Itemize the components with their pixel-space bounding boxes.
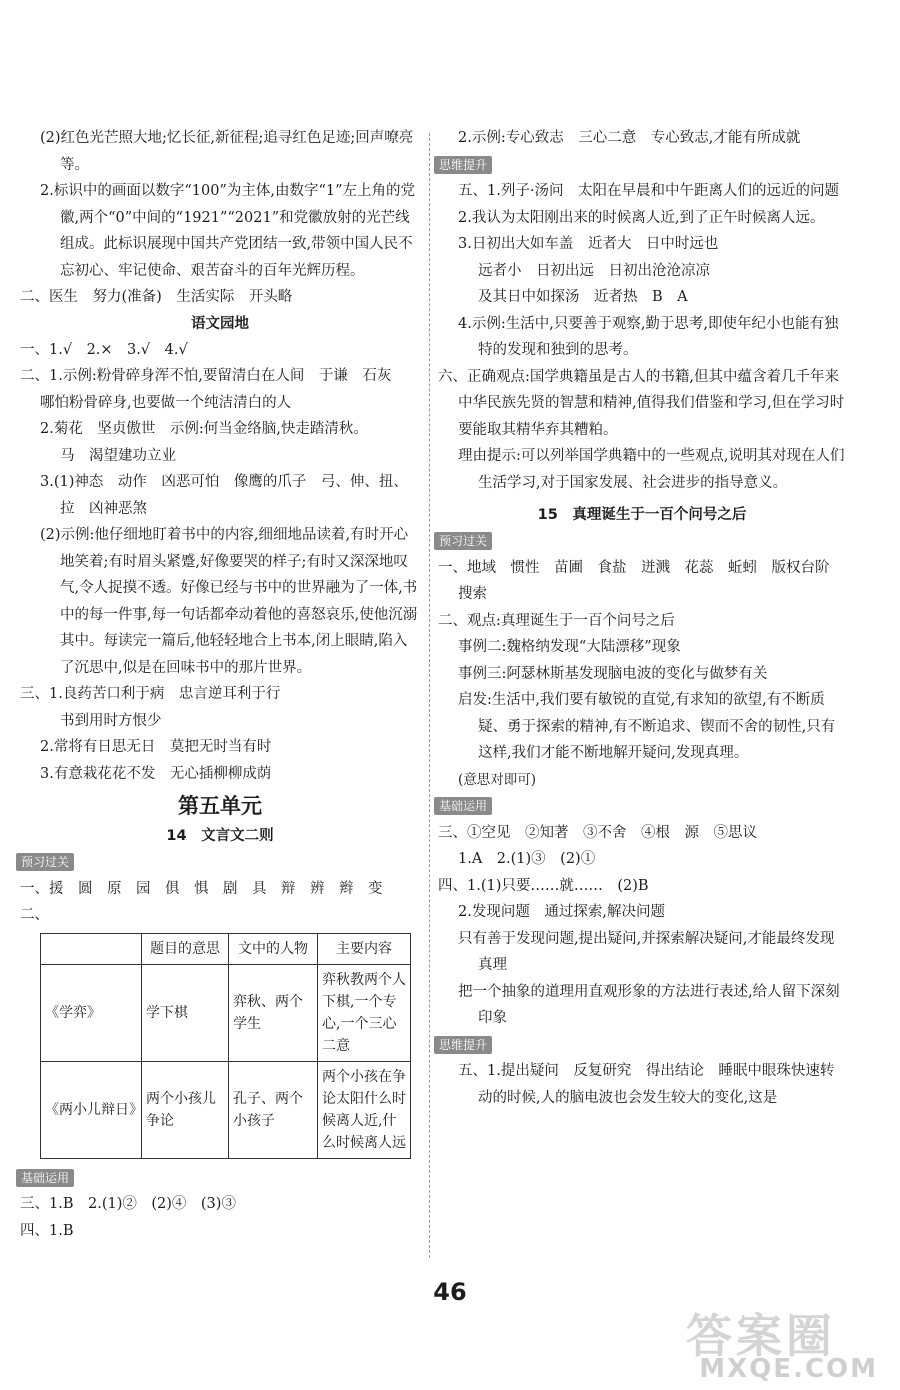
answer-line: 三、1.良药苦口利于病 忠言逆耳利于行: [20, 686, 281, 702]
table-header-cell: [41, 933, 142, 964]
answer-line: 4.示例:生活中,只要善于观察,勤于思考,即使年纪小也能有独特的发现和独到的思考。: [458, 315, 839, 358]
answer-line: 二、观点:真理诞生于一百个问号之后: [438, 612, 675, 629]
table-header-cell: 题目的意思: [142, 933, 229, 964]
answer-line: 3.(1)神态 动作 凶恶可怕 像鹰的爪子 弓、伸、扭、拉 凶神恶煞: [40, 474, 408, 517]
answer-line: 书到用时方恨少: [60, 712, 162, 729]
answer-line: 事例二:魏格纳发现“大陆漂移”现象: [458, 639, 681, 655]
lesson-title: 15 真理诞生于一百个问号之后: [537, 507, 747, 523]
answer-line: 六、正确观点:国学典籍虽是古人的书籍,但其中蕴含着几千年来中华民族先贤的智慧和精神,值得我们借鉴和学习,但在学习时要能取其精华弃其糟粕。: [438, 368, 845, 438]
section-tag-basic: 基础运用: [16, 1169, 74, 1187]
answer-line: 2.我认为太阳刚出来的时候离人近,到了正午时候离人远。: [458, 209, 825, 226]
table-cell: 孔子、两个小孩子: [229, 1061, 318, 1158]
right-column: [438, 125, 846, 1111]
table-cell: 《两小儿辩日》: [41, 1061, 142, 1158]
answer-line: 一、援 圆 原 园 俱 惧 剧 具 辩 辨 辫 变: [20, 880, 383, 897]
answer-line: 把一个抽象的道理用直观形象的方法进行表述,给人留下深刻印象: [458, 983, 840, 1026]
answer-line: 马 渴望建功立业: [60, 447, 176, 464]
answer-line: 一、地域 惯性 苗圃 食盐 迸溅 花蕊 蚯蚓 版权台阶 搜索: [438, 559, 844, 602]
answer-line: 事例三:阿瑟林斯基发现脑电波的变化与做梦有关: [458, 665, 768, 682]
answer-line: 2.示例:专心致志 三心二意 专心致志,才能有所成就: [458, 130, 801, 146]
table-row: [41, 964, 411, 1061]
answer-line: 2.发现问题 通过探索,解决问题: [458, 904, 665, 920]
answer-line: 五、1.列子·汤问 太阳在早晨和中午距离人们的远近的问题: [458, 183, 839, 199]
answer-line: (2)示例:他仔细地盯着书中的内容,细细地品读着,有时开心地笑着;有时眉头紧蹙,好像要哭的样子;有时又深深地叹气,令人捉摸不透。好像已经与书中的世界融为了一体,书中的每一件事,每一句话都牵动着他的喜怒哀乐,使他沉溺其中。每读完一篇后,他轻轻地合上书本,闭上眼睛,陷入了沉思中,似是在回味书中的那片世界。: [40, 527, 418, 676]
answer-line: 五、1.提出疑问 反复研究 得出结论 睡眠中眼珠快速转动的时候,人的脑电波也会发生较大的变化,这是: [458, 1063, 835, 1106]
answer-line: 3.日初出大如车盖 近者大 日中时远也: [458, 236, 719, 252]
table-cell: 弈秋教两个人下棋,一个专心,一个三心二意: [318, 964, 411, 1061]
answer-line: 四、1.(1)只要……就…… (2)B: [438, 877, 649, 894]
column-divider: [429, 133, 430, 1258]
answer-line: 二、: [20, 907, 49, 923]
table-cell: 《学弈》: [41, 964, 142, 1061]
answer-line: 及其日中如探汤 近者热 B A: [478, 289, 688, 305]
answer-line: 三、①空见 ②知著 ③不舍 ④根 源 ⑤思议: [438, 824, 757, 841]
answer-line: 3.有意栽花花不发 无心插柳柳成荫: [40, 765, 272, 782]
answer-line: 1.A 2.(1)③ (2)①: [458, 851, 596, 867]
answer-line: 2.菊花 坚贞傲世 示例:何当金络脑,快走踏清秋。: [40, 421, 368, 437]
watermark-main-text: 答案圈: [686, 1309, 836, 1363]
section-tag-preview: 预习过关: [16, 853, 74, 871]
page-number: 46: [433, 1278, 467, 1306]
answer-line: (意思对即可): [458, 771, 537, 788]
table-cell: 学下棋: [142, 964, 229, 1061]
answer-line: 2.标识中的画面以数字“100”为主体,由数字“1”左上角的党徽,两个“0”中间的“1921”“2021”和党徽放射的光芒线组成。此标识展现中国共产党团结一致,带领中国人民不忘初心、牢记使命、艰苦奋斗的百年光辉历程。: [40, 183, 415, 279]
table-cell: 弈秋、两个学生: [229, 964, 318, 1061]
watermark-sub-text: MXQE.COM: [699, 1354, 878, 1384]
table-header-cell: 文中的人物: [229, 933, 318, 964]
answer-line: 三、1.B 2.(1)② (2)④ (3)③: [20, 1196, 236, 1212]
unit-title: 第五单元: [178, 794, 262, 818]
section-tag-preview: 预习过关: [434, 532, 492, 550]
table-row: [41, 1061, 411, 1158]
answer-line: 一、1.√ 2.× 3.√ 4.√: [20, 341, 188, 358]
section-title-yuwen-yuandi: 语文园地: [191, 315, 249, 332]
left-column: [20, 125, 420, 1244]
section-tag-thinking: 思维提升: [434, 156, 492, 174]
answer-line: 启发:生活中,我们要有敏锐的直觉,有求知的欲望,有不断质疑、勇于探索的精神,有不断追求、锲而不舍的韧性,只有这样,我们才能不断地解开疑问,发现真理。: [458, 692, 836, 761]
section-tag-basic: 基础运用: [434, 797, 492, 815]
table-header-cell: 主要内容: [318, 933, 411, 964]
table-cell: 两个小孩儿争论: [142, 1061, 229, 1158]
lesson-title: 14 文言文二则: [166, 828, 274, 844]
section-tag-thinking: 思维提升: [434, 1036, 492, 1054]
answer-table: [40, 933, 411, 1159]
answer-line: 只有善于发现问题,提出疑问,并探索解决疑问,才能最终发现真理: [458, 930, 835, 973]
answer-line: 二、1.示例:粉骨碎身浑不怕,要留清白在人间 于谦 石灰 哪怕粉骨碎身,也要做一个纯洁清白的人: [20, 368, 406, 411]
answer-line: 远者小 日初出远 日初出沧沧凉凉: [478, 262, 710, 279]
answer-line: 理由提示:可以列举国学典籍中的一些观点,说明其对现在人们生活学习,对于国家发展、社会进步的指导意义。: [458, 448, 845, 491]
table-header-row: [41, 933, 411, 964]
answer-line: 二、医生 努力(准备) 生活实际 开头略: [20, 289, 293, 305]
watermark-logo: [682, 1300, 882, 1386]
answer-line: 四、1.B: [20, 1222, 74, 1239]
table-cell: 两个小孩在争论太阳什么时候离人近,什么时候离人远: [318, 1061, 411, 1158]
answer-line: (2)红色光芒照大地;忆长征,新征程;追寻红色足迹;回声嘹亮等。: [40, 130, 414, 173]
answer-line: 2.常将有日思无日 莫把无时当有时: [40, 739, 272, 755]
